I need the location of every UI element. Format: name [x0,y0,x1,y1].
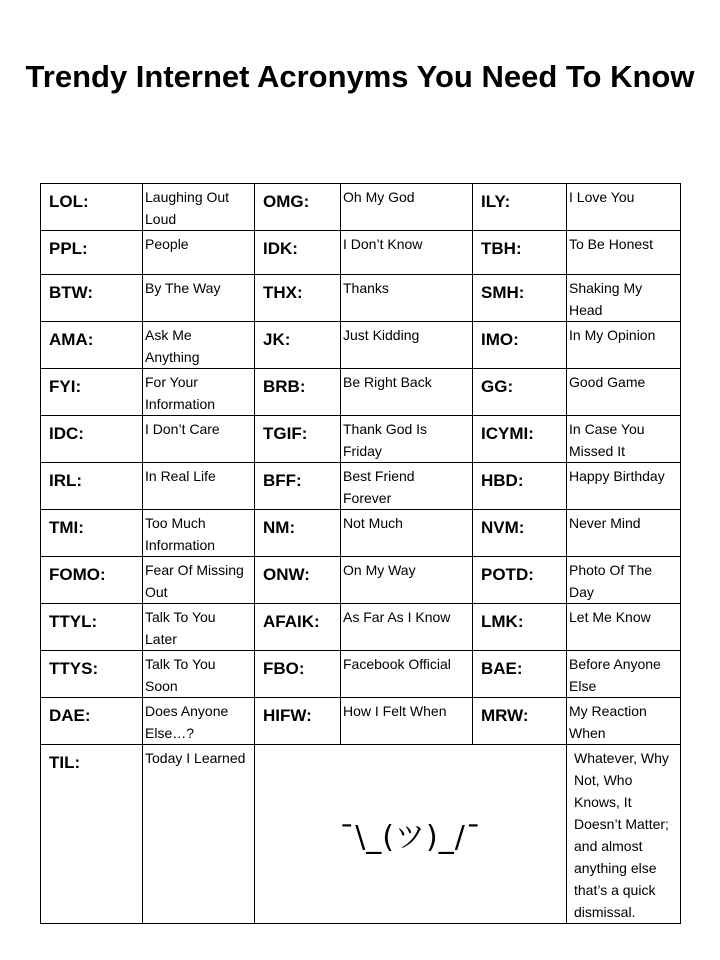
table-row [41,463,681,510]
table-row [41,369,681,416]
meaning-cell: Talk To You Later [143,604,255,651]
meaning-cell: Fear Of Missing Out [143,557,255,604]
meaning-cell: I Don’t Care [143,416,255,463]
acronym-cell: PPL: [41,231,143,275]
meaning-cell: By The Way [143,275,255,322]
acronym-cell: NM: [255,510,341,557]
table-row [41,322,681,369]
meaning-cell: Shaking My Head [567,275,681,322]
acronym-cell: BAE: [473,651,567,698]
meaning-cell: I Don’t Know [341,231,473,275]
meaning-cell: Today I Learned [143,745,255,924]
acronym-cell: ICYMI: [473,416,567,463]
meaning-cell: Never Mind [567,510,681,557]
acronym-cell: BRB: [255,369,341,416]
meaning-cell: In Real Life [143,463,255,510]
meaning-cell: Let Me Know [567,604,681,651]
meaning-cell: My Reaction When [567,698,681,745]
meaning-cell: On My Way [341,557,473,604]
acronym-cell: TTYS: [41,651,143,698]
acronym-cell: FBO: [255,651,341,698]
meaning-cell: I Love You [567,184,681,231]
meaning-cell: Good Game [567,369,681,416]
table-row [41,275,681,322]
acronym-cell: MRW: [473,698,567,745]
meaning-cell: Facebook Official [341,651,473,698]
meaning-cell: Thank God Is Friday [341,416,473,463]
acronym-cell: IMO: [473,322,567,369]
meaning-cell: Does Anyone Else…? [143,698,255,745]
meaning-cell: Too Much Information [143,510,255,557]
meaning-cell: To Be Honest [567,231,681,275]
meaning-cell: Oh My God [341,184,473,231]
acronym-cell: LMK: [473,604,567,651]
table-row [41,557,681,604]
acronym-cell: JK: [255,322,341,369]
acronym-cell: TIL: [41,745,143,924]
meaning-cell: Be Right Back [341,369,473,416]
table-row [41,510,681,557]
acronym-cell: POTD: [473,557,567,604]
acronym-cell: AFAIK: [255,604,341,651]
meaning-cell: Thanks [341,275,473,322]
acronym-cell: IDK: [255,231,341,275]
acronym-cell: OMG: [255,184,341,231]
acronym-cell: IRL: [41,463,143,510]
acronym-cell: TTYL: [41,604,143,651]
meaning-cell: Talk To You Soon [143,651,255,698]
acronym-cell: THX: [255,275,341,322]
meaning-cell: Happy Birthday [567,463,681,510]
acronym-cell: BTW: [41,275,143,322]
acronym-cell: ILY: [473,184,567,231]
acronym-cell: TBH: [473,231,567,275]
acronym-cell: BFF: [255,463,341,510]
meaning-cell: In My Opinion [567,322,681,369]
meaning-cell: Laughing Out Loud [143,184,255,231]
dismissal-text: Whatever, Why Not, Who Knows, It Doesn’t Matter; and almost anything else that’s a quick dismissal. [567,745,681,924]
table-row [41,651,681,698]
acronym-cell: TMI: [41,510,143,557]
acronym-cell: GG: [473,369,567,416]
acronym-cell: IDC: [41,416,143,463]
acronym-cell: NVM: [473,510,567,557]
meaning-cell: Not Much [341,510,473,557]
acronym-cell: FYI: [41,369,143,416]
meaning-cell: How I Felt When [341,698,473,745]
acronym-cell: SMH: [473,275,567,322]
meaning-cell: Before Anyone Else [567,651,681,698]
table-row [41,231,681,275]
acronym-cell: AMA: [41,322,143,369]
acronym-cell: DAE: [41,698,143,745]
acronym-table-body [41,184,681,924]
acronym-table [40,183,681,924]
meaning-cell: Ask Me Anything [143,322,255,369]
meaning-cell: Best Friend Forever [341,463,473,510]
meaning-cell: Just Kidding [341,322,473,369]
page-title: Trendy Internet Acronyms You Need To Know [25,59,695,94]
acronym-cell: LOL: [41,184,143,231]
table-row [41,745,681,924]
table-row [41,698,681,745]
meaning-cell: For Your Information [143,369,255,416]
meaning-cell: In Case You Missed It [567,416,681,463]
shrug-emoticon: ¯\_(ツ)_/¯ [255,745,567,924]
acronym-cell: TGIF: [255,416,341,463]
table-row [41,604,681,651]
table-row [41,184,681,231]
acronym-cell: HBD: [473,463,567,510]
acronym-cell: HIFW: [255,698,341,745]
meaning-cell: People [143,231,255,275]
meaning-cell: Photo Of The Day [567,557,681,604]
table-row [41,416,681,463]
meaning-cell: As Far As I Know [341,604,473,651]
acronym-cell: ONW: [255,557,341,604]
acronym-cell: FOMO: [41,557,143,604]
